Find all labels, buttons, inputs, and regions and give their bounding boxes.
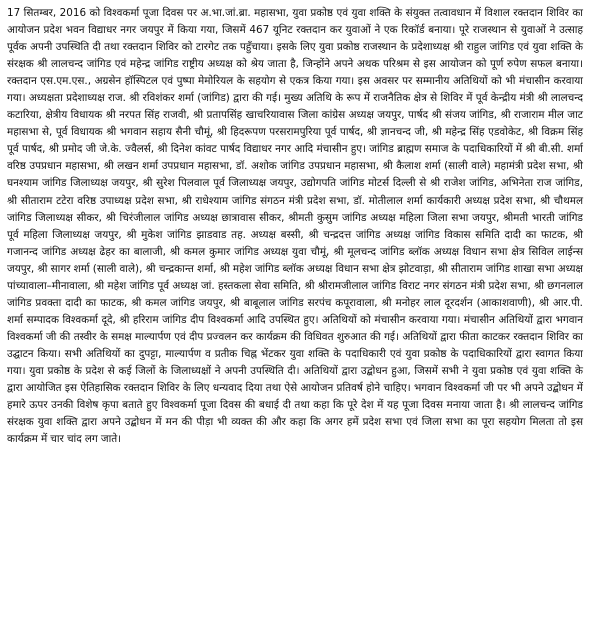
article-paragraph: 17 सितम्बर, 2016 को विश्वकर्मा पूजा दिवस पर अ.भा.जां.ब्रा. महासभा, युवा प्रकोष्ठ एवं युवा शक्ति के संयुक्त तत्वावधान में विशाल रक्तदान शिविर का आयोजन प्रदेश भवन विद्याधर नगर जयपुर में किया गया, जिसमें 467 यूनिट रक्तदान कर युवाओं ने एक रिकॉर्ड बनाया। पूरे राजस्थान से युवाओं ने उत्साह पूर्वक अपनी उपस्थिति दी तथा रक्तदान शिविर को टारगेट तक पहुँचाया। इसके लिए युवा प्रकोष्ठ राजस्थान के प्रदेशाध्यक्ष श्री राहुल जांगिड एवं युवा शक्ति के संरक्षक श्री लालचन्द जांगिड एवं महेन्द्र जांगिड राष्ट्रीय अध्यक्ष को श्रेय जाता है, जिन्होंने अपने अथक परिश्रम से इस आयोजन को पूर्ण रुपेण सफल बनाया। रक्तदान एस.एम.एस., अग्रसेन हॉस्पिटल एवं पुष्पा मेमोरियल के सहयोग से एकत्र किया गया। इस अवसर पर सम्मानीय अतिथियों को भी मंचासीन करवाया गया। अध्यक्षता प्रदेशाध्यक्ष राज. श्री रविशंकर शर्मा (जांगिड) द्वारा की गई। मुख्य अतिथि के रूप में राजनैतिक क्षेत्र से शिविर में पूर्व केन्द्रीय मंत्री श्री लालचन्द कटारिया, क्षेत्रीय विधायक श्री नरपत सिंह राजवी, श्री प्रतापसिंह खाचरियावास जिला कांग्रेस अध्यक्ष जयपुर, पार्षद श्री संजय जांगिड, श्री राजाराम मील जाट महासभा से, पूर्व विधायक श्री भगवान सहाय सैनी चौमूं, श्री हिदरूपण परसरामपुरिया पूर्व पार्षद, श्री ज्ञानचन्द जी, श्री महेन्द्र सिंह एडवोकेट, श्री विक्रम सिंह पूर्व पार्षद, श्री प्रमोद जी जे.के. ज्वैलर्स, श्री दिनेश कांवट पार्षद विद्याधर नगर आदि मंचासीन हुए। जांगिड ब्राह्मण समाज के पदाधिकारियों में श्री बी.सी. शर्मा वरिष्ठ उपप्रधान महासभा, श्री लखन शर्मा उपप्रधान महासभा, डॉ. अशोक जांगिड उपप्रधान महासभा, श्री कैलाश शर्मा (साली वाले) महामंत्री प्रदेश सभा, श्री घनश्याम जांगिड जिलाध्यक्ष जयपुर, श्री सुरेश पिलवाल पूर्व जिलाध्यक्ष जयपुर, उद्योगपति जांगिड मोटर्स दिल्ली से श्री राजेश जांगिड, अभिनेता राज जांगिड, श्री सीताराम टटेरा वरिष्ठ उपाध्यक्ष प्रदेश सभा, श्री राधेश्याम जांगिड संगठन मंत्री प्रदेश सभा, डॉ. मोतीलाल शर्मा कार्यकारी अध्यक्ष प्रदेश सभा, श्री चौथमल जांगिड जिलाध्यक्ष सीकर, श्री चिरंजीलाल जांगिड अध्यक्ष छात्रावास सीकर, श्रीमती कुसुम जांगिड अध्यक्ष महिला जिला सभा जयपुर, श्रीमती भारती जांगिड पूर्व महिला जिलाध्यक्ष जयपुर, श्री मुकेश जांगिड झाडवाड तह. अध्यक्ष बस्सी, श्री चन्द्रदत्त जांगिड अध्यक्ष जांगिड विकास समिति दादी का फाटक, श्री गजानन्द जांगिड अध्यक्ष ढेहर का बालाजी, श्री कमल कुमार जांगिड अध्यक्ष युवा चौमूं, श्री मूलचन्द जांगिड ब्लॉक अध्यक्ष विधान सभा क्षेत्र सिविल लाईन्स जयपुर, श्री सागर शर्मा (साली वाले), श्री चन्द्रकान्त शर्मा, श्री महेश जांगिड ब्लॉक अध्यक्ष विधान सभा क्षेत्र झोटवाड़ा, श्री सीताराम जांगिड शाखा सभा अध्यक्ष पांच्यावाला–मीनावाला, श्री महेश जांगिड पूर्व अध्यक्ष जां. हस्तकला सेवा समिति, श्री श्रीरामजीलाल जांगिड विराट नगर संगठन मंत्री प्रदेश सभा, श्री छगनलाल जांगिड प्रवक्ता दादी का फाटक, श्री कमल जांगिड जयपुर, श्री बाबूलाल जांगिड सरपंच कपूरावाला, श्री मनोहर लाल दूरदर्शन (आकाशवाणी), श्री आर.पी. शर्मा सम्पादक विश्वकर्मा दूदे, श्री हरिराम जांगिड दीप विश्वकर्मा आदि उपस्थित हुए। अतिथियों को मंचासीन करवाया गया। मंचासीन अतिथियों द्वारा भगवान विश्वकर्मा जी की तस्वीर के समक्ष माल्यार्पण एवं दीप प्रज्वलन कर कार्यक्रम की विधिवत शुरुआत की गई। अतिथियों द्वारा फीता काटकर रक्तदान शिविर का उद्घाटन किया। सभी अतिथियों का दुपट्टा, माल्यार्पण व प्रतीक चिह्न भेंटकर युवा शक्ति के पदाधिकारी एवं युवा प्रकोष्ठ के पदाधिकारियों द्वारा स्वागत किया गया। युवा प्रकोष्ठ के प्रदेश से कई जिलों के जिलाध्यक्षों ने अपनी उपस्थिति दी। अतिथियों द्वारा उद्बोधन हुआ, जिसमें सभी ने युवा प्रकोष्ठ एवं युवा शक्ति के द्वारा आयोजित इस ऐतिहासिक रक्तदान शिविर के लिए धन्यवाद दिया तथा ऐसे आयोजन प्रतिवर्ष होने चाहिए। भगवान विश्वकर्मा जी पर भी अपने उद्बोधन में हमारे ऊपर उनकी विशेष कृपा बताते हुए विश्वकर्मा पूजा दिवस की बधाई दी तथा कहा कि पूरे देश में यह पूजा दिवस मनाया जाता है। श्री लालचन्द जांगिड संरक्षक युवा शक्ति द्वारा अपने उद्बोधन में मन की पीड़ा भी व्यक्त की और कहा कि अगर हमें प्रदेश सभा एवं जिला सभा का पूरा सहयोग मिलता तो इस कार्यक्रम में चार चांद लग जाते। xyxy=(7,7,583,446)
